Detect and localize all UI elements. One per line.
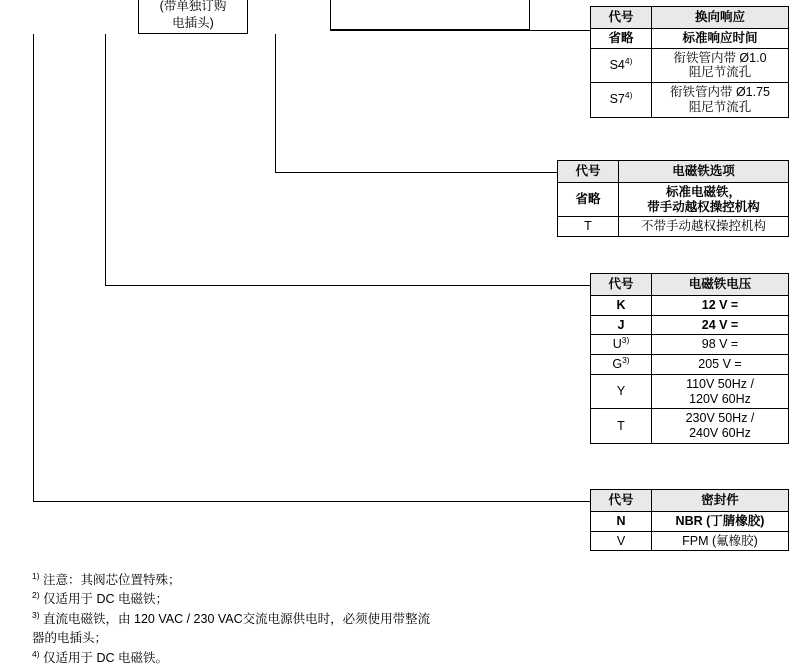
- footnote-item-continued: [32, 629, 552, 648]
- cell-desc: NBR (丁腈橡胶): [652, 511, 789, 531]
- connector-line-1: [330, 30, 590, 31]
- table-row: [591, 315, 789, 335]
- cell-code: Y: [591, 374, 652, 409]
- column-header-desc: 电磁铁选项: [619, 161, 789, 183]
- cell-desc: FPM (氟橡胶): [652, 531, 789, 551]
- cell-desc-line2: 120V 60Hz: [689, 391, 751, 406]
- table-row: [558, 217, 789, 237]
- table-row: [591, 7, 789, 29]
- cell-code: J: [591, 315, 652, 335]
- cutoff-label-line2: 电插头): [172, 15, 214, 30]
- connector-line-4a: [33, 34, 34, 501]
- cell-desc-line1: 标准电磁铁，: [665, 184, 741, 199]
- cell-desc-line1: 230V 50Hz /: [685, 411, 755, 426]
- table-row: [591, 355, 789, 375]
- cell-desc: [619, 182, 789, 217]
- connector-line-3b: [105, 285, 590, 286]
- table-row: [591, 409, 789, 444]
- cutoff-box-top: [330, 0, 530, 30]
- column-header-code: 代号: [591, 7, 652, 29]
- table-row: [558, 161, 789, 183]
- cell-desc: 标准响应时间: [652, 28, 789, 48]
- connector-line-4b: [33, 501, 590, 502]
- table-row: [591, 374, 789, 409]
- cell-code: $G^{3)}$: [591, 355, 652, 375]
- table-row: [591, 531, 789, 551]
- footnotes: [32, 571, 552, 668]
- footnote-text: 器的电插头；: [32, 631, 108, 646]
- cell-desc-line1: 衔铁管内带 Ø1.0: [673, 50, 767, 65]
- cell-desc-line1: 衔铁管内带 Ø1.75: [669, 85, 771, 99]
- footnote-marker: 1): [32, 570, 40, 581]
- table-row: [558, 182, 789, 217]
- table-seals: [590, 489, 789, 551]
- footnote-item: [32, 649, 552, 668]
- cell-desc-line2: 带手动越权操控机构: [647, 199, 760, 214]
- connector-line-2a: [275, 34, 276, 172]
- connector-line-3a: [105, 34, 106, 285]
- cell-code: T: [591, 409, 652, 444]
- cell-desc: [652, 374, 789, 409]
- cell-code: S4$^{4)}$: [591, 48, 652, 83]
- cell-desc: [652, 48, 789, 83]
- cell-code: V: [591, 531, 652, 551]
- table-row: [591, 48, 789, 83]
- footnote-item: [32, 590, 552, 609]
- cell-code: T: [558, 217, 619, 237]
- connector-line-2b: [275, 172, 590, 173]
- cell-desc: 不带手动越权操控机构: [619, 217, 789, 237]
- table-row: [591, 274, 789, 296]
- cell-desc-line2: 阻尼节流孔: [688, 65, 752, 80]
- table-solenoid-options: [557, 160, 789, 237]
- table-row: [591, 511, 789, 531]
- footnote-text: 仅适用于 DC 电磁铁；: [43, 592, 169, 607]
- column-header-desc: 密封件: [652, 490, 789, 512]
- footnote-text: 仅适用于 DC 电磁铁。: [43, 650, 169, 665]
- footnote-marker: 2): [32, 590, 40, 601]
- column-header-code: 代号: [591, 490, 652, 512]
- table-row: [591, 490, 789, 512]
- column-header-desc: 换向响应: [652, 7, 789, 29]
- cell-code: N: [591, 511, 652, 531]
- cell-desc: 12 V =: [652, 295, 789, 315]
- cell-desc-line1: 110V 50Hz /: [686, 376, 754, 391]
- cell-desc: [652, 83, 789, 118]
- footnote-marker: 4): [624, 55, 633, 66]
- column-header-desc: 电磁铁电压: [652, 274, 789, 296]
- cell-desc-line2: 240V 60Hz: [689, 426, 751, 440]
- footnote-text: 注意：其阀芯位置特殊；: [43, 573, 181, 587]
- cell-code: $U^{3)}$: [591, 335, 652, 355]
- column-header-code: 代号: [591, 274, 652, 296]
- cell-desc-line2: 阻尼节流孔: [688, 99, 752, 114]
- cell-code: K: [591, 295, 652, 315]
- cell-desc: 24 V =: [652, 315, 789, 335]
- table-solenoid-voltage: [590, 273, 789, 444]
- cutoff-label: [138, 0, 248, 34]
- table-row: [591, 335, 789, 355]
- table-row: [591, 28, 789, 48]
- footnote-text: 直流电磁铁，由 120 VAC / 230 VAC交流电源供电时，必须使用带整流: [43, 611, 431, 626]
- table-row: [591, 295, 789, 315]
- cell-code: 省略: [591, 28, 652, 48]
- cell-code: S7$^{4)}$: [591, 83, 652, 118]
- table-switching-response: [590, 6, 789, 118]
- cell-desc: [652, 409, 789, 444]
- footnote-marker: 3): [32, 609, 40, 620]
- cell-code: 省略: [558, 182, 619, 217]
- cutoff-label-line1: (带单独订购: [159, 0, 227, 13]
- footnote-marker: 4): [624, 90, 633, 101]
- cell-desc: 205 V =: [652, 355, 789, 375]
- footnote-item: [32, 571, 552, 590]
- footnote-item: [32, 610, 552, 629]
- footnote-marker: 3): [621, 335, 630, 346]
- table-row: [591, 83, 789, 118]
- column-header-code: 代号: [558, 161, 619, 183]
- cell-desc: 98 V =: [652, 335, 789, 355]
- footnote-marker: 4): [32, 648, 40, 659]
- footnote-marker: 3): [622, 354, 630, 365]
